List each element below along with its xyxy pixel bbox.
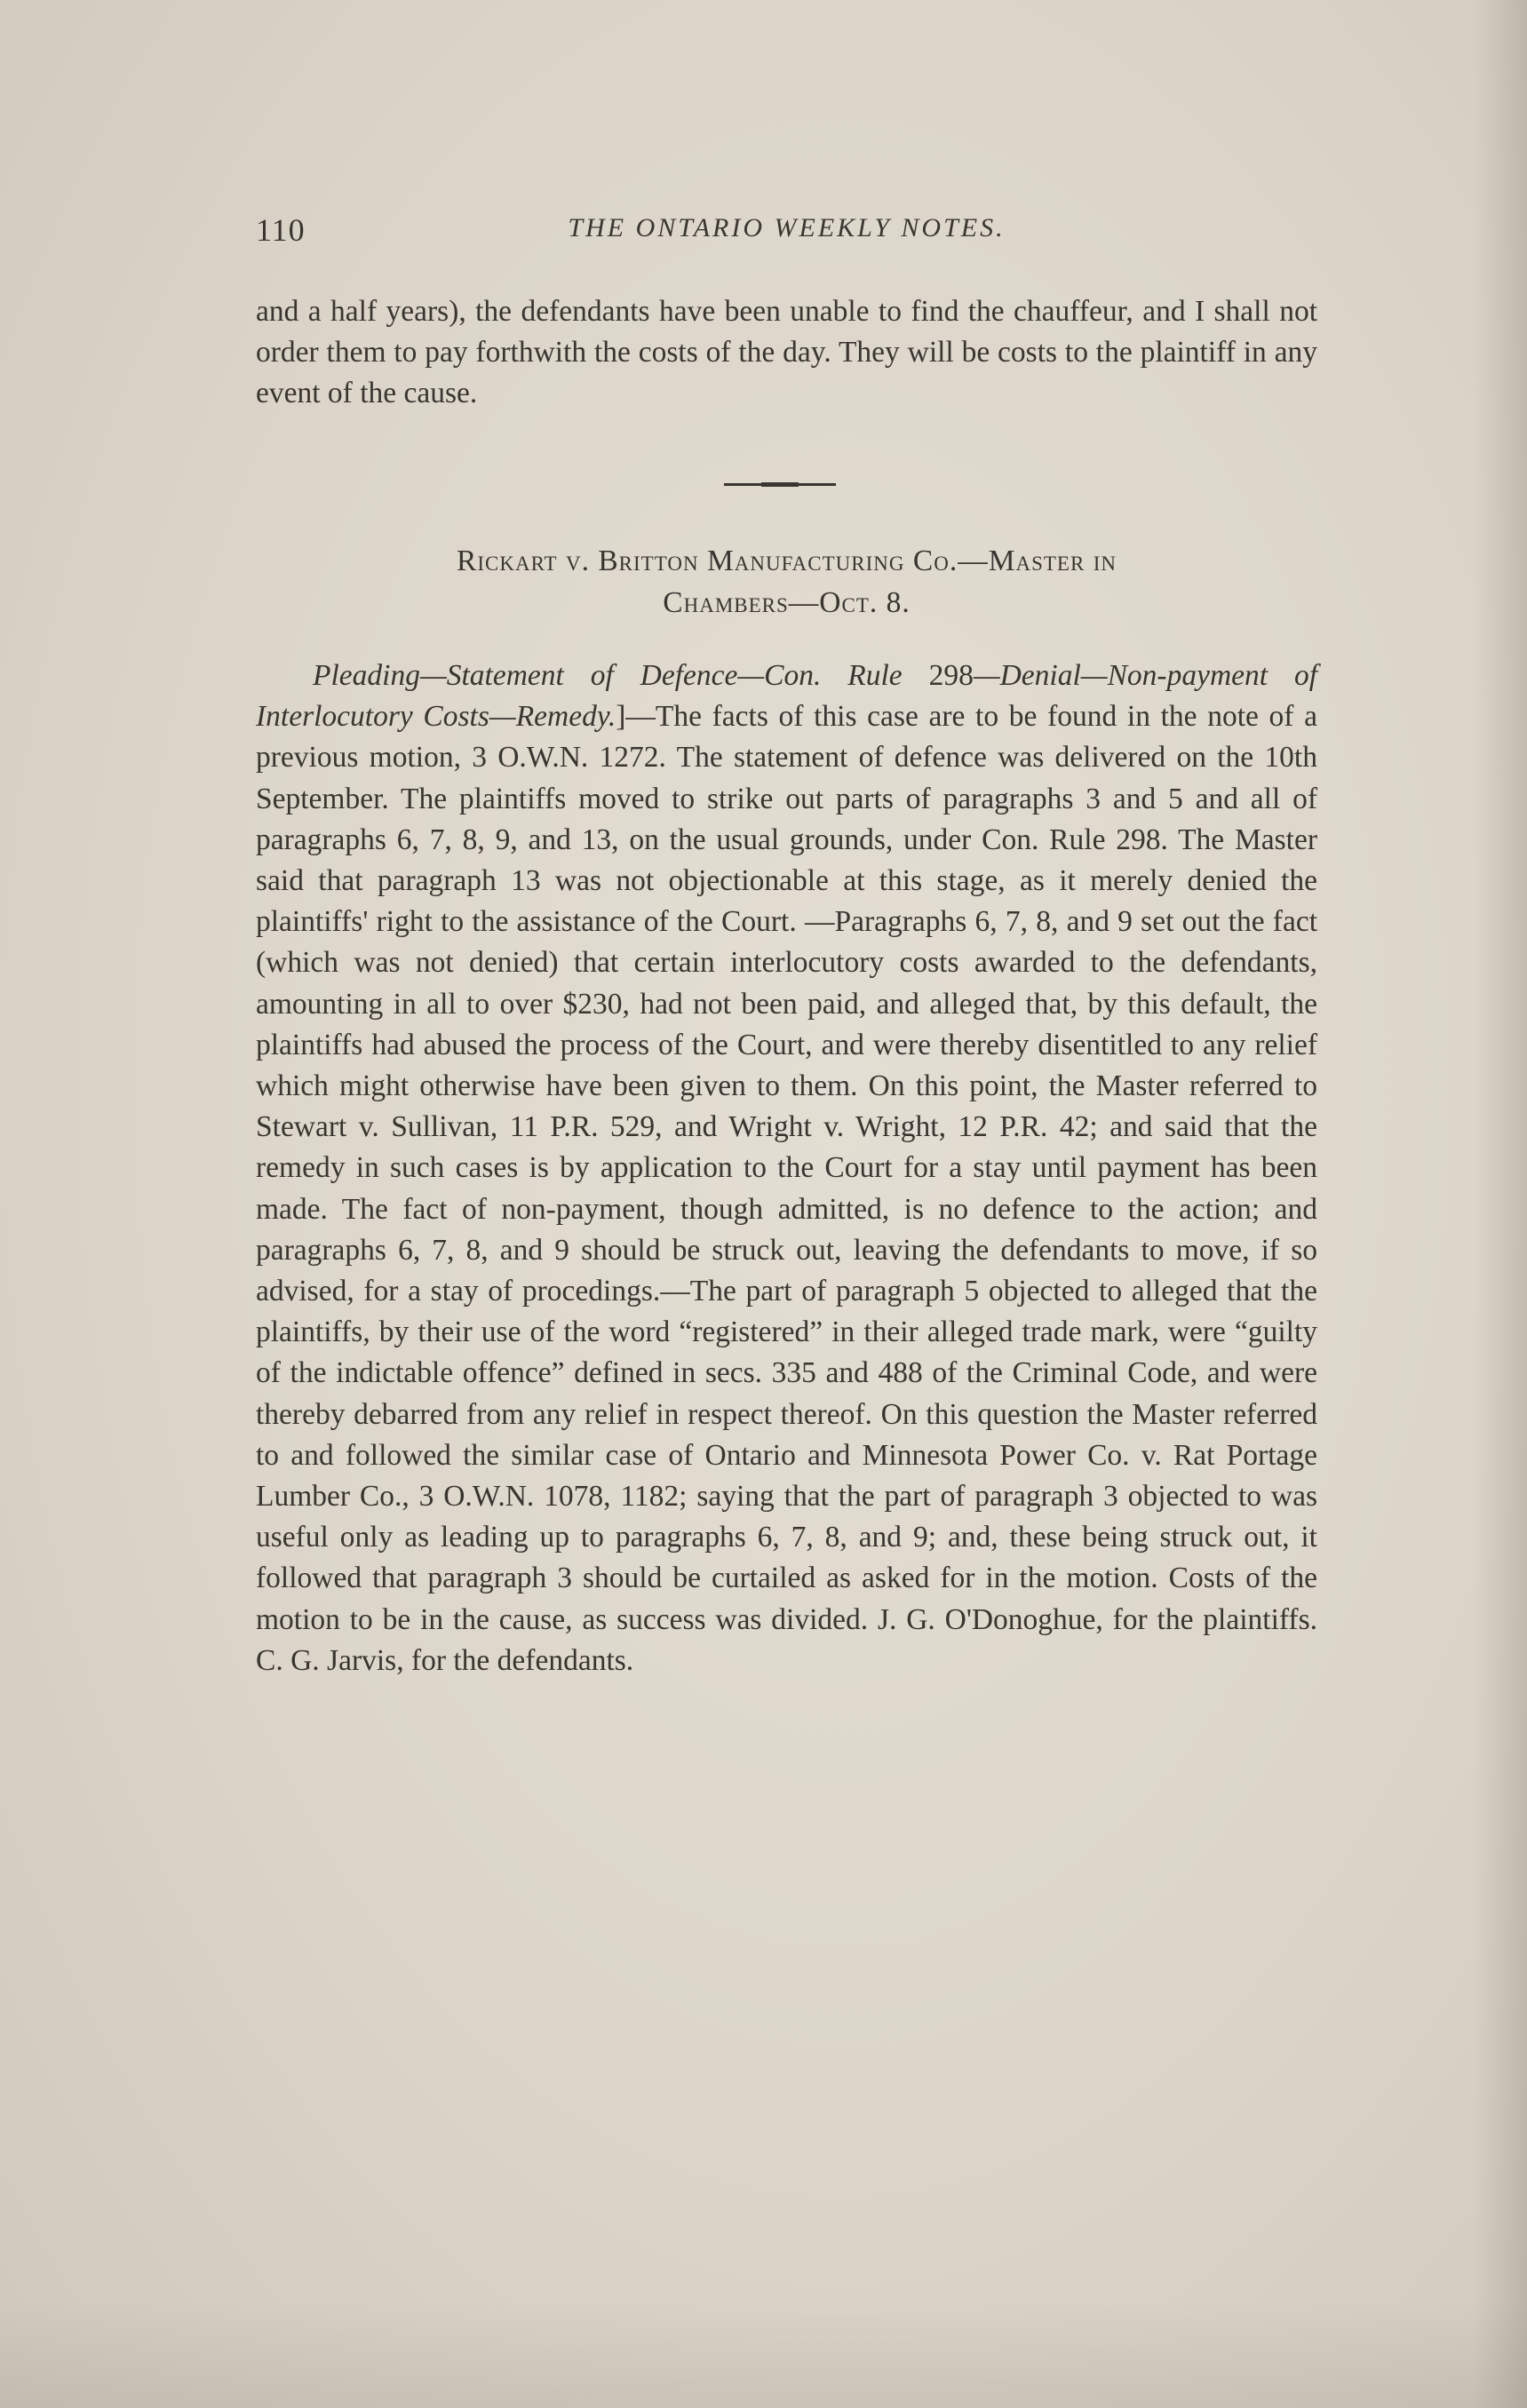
case-heading-line-1: Rickart v. Britton Manufacturing Co.—Master in <box>457 544 1117 577</box>
page-header <box>256 211 1317 256</box>
page-bottom-shade <box>0 2301 1527 2408</box>
case-heading <box>256 540 1317 624</box>
case-body-text: ]—The facts of this case are to be found in the note of a previous motion, 3 O.W.N. 1272. The statement of defence was delivered on the 10th September. The plaintiffs moved to strike out parts of paragraphs 3 and 5 and all of paragraphs 6, 7, 8, 9, and 13, on the usual grounds, under Con. Rule 298. The Master said that paragraph 13 was not objectionable at this stage, as it merely denied the plaintiffs' right to the assistance of the Court. —Paragraphs 6, 7, 8, and 9 set out the fact (which was not denied) that certain interlocutory costs awarded to the defendants, amounting in all to over $230, had not been paid, and alleged that, by this default, the plaintiffs had abused the process of the Court, and were thereby disentitled to any relief which might otherwise have been given to them. On this point, the Master referred to Stewart v. Sullivan, 11 P.R. 529, and Wright v. Wright, 12 P.R. 42; and said that the remedy in such cases is by application to the Court for a stay until payment has been made. The fact of non-payment, though admitted, is no defence to the action; and paragraphs 6, 7, 8, and 9 should be struck out, leaving the defendants to move, if so advised, for a stay of procedings.—The part of paragraph 5 objected to alleged that the plaintiffs, by their use of the word “registered” in their alleged trade mark, were “guilty of the indictable offence” defined in secs. 335 and 488 of the Criminal Code, and were thereby debarred from any relief in respect thereof. On this question the Master referred to and followed the similar case of Ontario and Minnesota Power Co. v. Rat Portage Lumber Co., 3 O.W.N. 1078, 1182; saying that the part of paragraph 3 objected to was useful only as leading up to paragraphs 6, 7, 8, and 9; and, these being struck out, it followed that paragraph 3 should be curtailed as asked for in the motion. Costs of the motion to be in the cause, as success was divided. J. G. O'Donoghue, for the plaintiffs. C. G. Jarvis, for the defendants. <box>256 700 1317 1677</box>
section-separator <box>724 483 836 486</box>
catchwords-rule-number: 298 <box>902 659 974 692</box>
page-number: 110 <box>256 212 306 248</box>
catchwords-part-2: —Denial—Non-payment of Interlocutory Costs—Remedy. <box>256 659 1318 734</box>
page-edge-shadow <box>1474 0 1527 2408</box>
case-heading-line-2: Chambers—Oct. 8. <box>663 586 911 619</box>
running-title: THE ONTARIO WEEKLY NOTES. <box>568 213 1006 242</box>
intro-paragraph: and a half years), the defendants have been unable to find the chauffeur, and I shall not order them to pay forthwith the costs of the day. They will be costs to the plaintiff in any event of the cause. <box>256 295 1317 410</box>
catchwords-part-1: Pleading—Statement of Defence—Con. Rule <box>313 659 903 692</box>
case-body-paragraph <box>256 656 1317 1681</box>
separator-center-dash <box>761 482 799 487</box>
